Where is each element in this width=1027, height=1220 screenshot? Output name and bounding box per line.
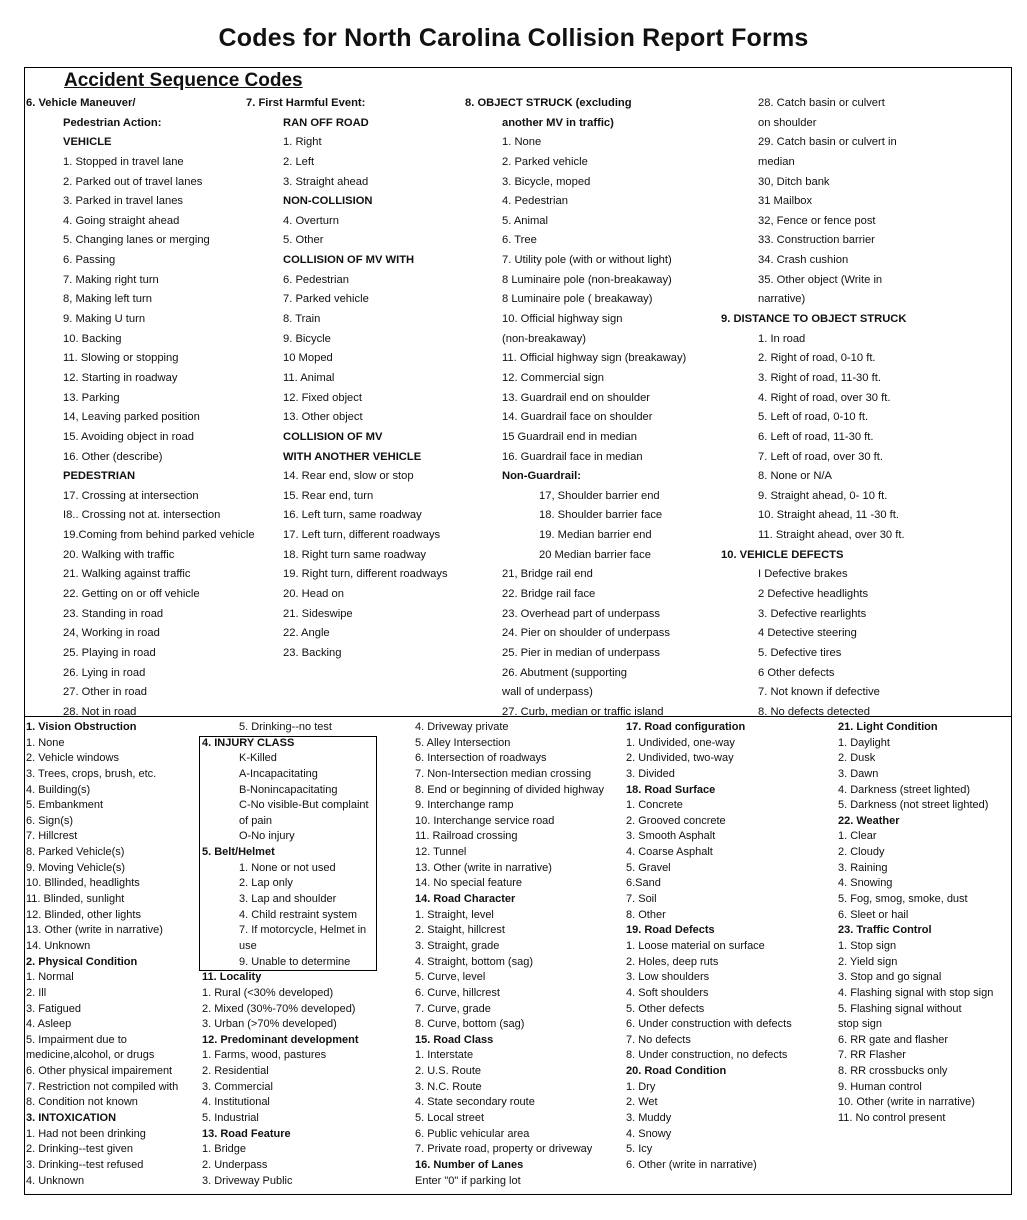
code-item: 2. Dusk	[838, 752, 876, 765]
code-item: A-Incapacitating	[239, 767, 318, 780]
code-item: 7. Making right turn	[63, 273, 159, 286]
code-item: 13. Other (write in narrative)	[26, 924, 163, 937]
code-item: 13. Parking	[63, 391, 120, 404]
code-item: 16. Left turn, same roadway	[283, 509, 422, 522]
code-item: 17. Left turn, different roadways	[283, 529, 441, 542]
code-item: 10. Bllinded, headlights	[26, 877, 140, 890]
code-item: 4 Detective steering	[758, 627, 857, 640]
code-item: 11. Blinded, sunlight	[26, 893, 125, 906]
code-item: on shoulder	[758, 116, 817, 129]
code-item: 26. Lying in road	[63, 666, 146, 679]
code-item: 4. Snowing	[838, 877, 893, 890]
code-item: 6. Passing	[63, 254, 116, 267]
code-heading: 17. Road configuration	[626, 721, 746, 733]
code-item: 7. Utility pole (with or without light)	[502, 254, 672, 267]
code-item: 23. Standing in road	[63, 607, 164, 620]
code-item: 8. None or N/A	[758, 470, 832, 483]
code-column	[202, 720, 412, 1189]
code-item: 5. Gravel	[626, 861, 671, 874]
code-item: 15 Guardrail end in median	[502, 430, 637, 443]
code-item: O-No injury	[239, 830, 295, 843]
code-heading: 5. Belt/Helmet	[202, 846, 275, 859]
code-item: 2 Defective headlights	[758, 588, 869, 601]
code-item: 8. Train	[283, 313, 321, 326]
code-column	[26, 720, 198, 1189]
code-item: 4. Driveway private	[415, 721, 509, 733]
code-item: 1. Straight, level	[415, 908, 494, 921]
code-item: 10. Straight ahead, 11 -30 ft.	[758, 509, 899, 522]
code-item: 27. Curb, median or traffic island	[502, 705, 664, 718]
code-item: 7. Parked vehicle	[283, 293, 369, 306]
code-item: 2. Parked out of travel lanes	[63, 175, 203, 188]
code-item: 11. Official highway sign (breakaway)	[502, 352, 687, 365]
code-item: 34. Crash cushion	[758, 254, 849, 267]
code-item: 4. Darkness (street lighted)	[838, 783, 971, 796]
code-item: 6. Left of road, 11-30 ft.	[758, 430, 874, 443]
code-item: 9. Unable to determine	[239, 955, 351, 968]
code-item: 3. Driveway Public	[202, 1174, 293, 1187]
code-item: 3. Trees, crops, brush, etc.	[26, 767, 157, 780]
code-item: 5. Other	[283, 234, 324, 247]
code-item: medicine,alcohol, or drugs	[26, 1049, 155, 1062]
code-item: 25. Playing in road	[63, 646, 156, 659]
code-item: 11. Straight ahead, over 30 ft.	[758, 529, 905, 542]
code-item: 1. In road	[758, 332, 806, 345]
code-item: 10. Official highway sign	[502, 313, 623, 326]
code-item: 3. Straight ahead	[283, 175, 369, 188]
code-item: 12. Commercial sign	[502, 371, 604, 384]
code-item: 4. Soft shoulders	[626, 986, 709, 999]
code-heading: Non-Guardrail:	[502, 470, 581, 483]
code-item: 5. Industrial	[202, 1112, 259, 1125]
code-heading: VEHICLE	[63, 136, 112, 149]
code-item: 1. Right	[283, 136, 322, 149]
code-item: 11. Animal	[283, 371, 335, 384]
code-item: 5. Flashing signal without	[838, 1002, 962, 1015]
code-heading: 6. Vehicle Maneuver/	[26, 97, 136, 109]
code-item: 20. Head on	[283, 588, 344, 601]
code-column	[626, 720, 836, 1174]
code-column	[838, 720, 1010, 1127]
code-item: 7. Curve, grade	[415, 1002, 491, 1015]
code-item: 8. Curve, bottom (sag)	[415, 1018, 525, 1031]
code-item: 4. Institutional	[202, 1096, 270, 1109]
code-item: 5. Impairment due to	[26, 1033, 127, 1046]
code-item: 26. Abutment (supporting	[502, 666, 628, 679]
code-item: 2. Holes, deep ruts	[626, 955, 719, 968]
code-item: 1. Bridge	[202, 1143, 247, 1156]
code-heading: 16. Number of Lanes	[415, 1158, 524, 1171]
code-item: 29. Catch basin or culvert in	[758, 136, 897, 149]
code-item: 5. Defective tires	[758, 646, 842, 659]
code-item: 3. Straight, grade	[415, 939, 500, 952]
code-item: 14. No special feature	[415, 877, 523, 890]
code-item: 13. Guardrail end on shoulder	[502, 391, 651, 404]
code-item: 3. Muddy	[626, 1112, 672, 1125]
code-heading: 14. Road Character	[415, 893, 516, 906]
code-item: 8, Making left turn	[63, 293, 152, 306]
code-item: 7. Not known if defective	[758, 686, 880, 699]
code-item: 1. Loose material on surface	[626, 939, 765, 952]
code-item: 28. Not in road	[63, 705, 137, 718]
code-item: 7. Non-Intersection median crossing	[415, 767, 592, 780]
code-item: 15. Rear end, turn	[283, 489, 374, 502]
code-item: wall of underpass)	[502, 686, 593, 699]
code-item: 5. Alley Intersection	[415, 736, 511, 749]
code-item: 22. Getting on or off vehicle	[63, 588, 200, 601]
code-item: 6. Intersection of roadways	[415, 752, 547, 765]
code-item: 2. Drinking--test given	[26, 1143, 133, 1156]
code-item: 21, Bridge rail end	[502, 568, 593, 581]
code-item: 8. Parked Vehicle(s)	[26, 846, 125, 859]
code-item: 1. Daylight	[838, 736, 890, 749]
code-item: 6. Public vehicular area	[415, 1127, 530, 1140]
code-item: 5. Left of road, 0-10 ft.	[758, 411, 869, 424]
code-item: 1. Stopped in travel lane	[63, 155, 184, 168]
code-item: 2. Ill	[26, 986, 47, 999]
code-item: 7. Hillcrest	[26, 830, 78, 843]
code-item: 21. Sideswipe	[283, 607, 353, 620]
code-item: 7. Left of road, over 30 ft.	[758, 450, 884, 463]
code-item: 25. Pier in median of underpass	[502, 646, 660, 659]
code-item: 5. Icy	[626, 1143, 653, 1156]
code-item: 35. Other object (Write in	[758, 273, 883, 286]
code-item: 3. Raining	[838, 861, 888, 874]
code-heading: 12. Predominant development	[202, 1033, 359, 1046]
code-item: 3. Commercial	[202, 1080, 273, 1093]
code-heading: NON-COLLISION	[283, 195, 373, 208]
code-item: 8 Luminaire pole (non-breakaway)	[502, 273, 672, 286]
code-column	[721, 94, 1010, 723]
code-column	[415, 720, 625, 1189]
code-heading: COLLISION OF MV	[283, 430, 383, 443]
code-item: 17, Shoulder barrier end	[539, 489, 660, 502]
code-item: 1. Clear	[838, 830, 877, 843]
code-heading: PEDESTRIAN	[63, 470, 136, 483]
code-item: 4. Coarse Asphalt	[626, 846, 713, 859]
code-item: 10 Moped	[283, 352, 333, 365]
code-item: 2. Residential	[202, 1065, 269, 1078]
code-item: B-Nonincapacitating	[239, 783, 338, 796]
code-item: 7. Private road, property or driveway	[415, 1143, 593, 1156]
code-item: 5. Drinking--no test	[239, 721, 332, 733]
code-item: 7. Restriction not compiled with	[26, 1080, 179, 1093]
code-item: 8 Luminaire pole ( breakaway)	[502, 293, 653, 306]
code-item: 1. None	[502, 136, 542, 149]
code-heading: 4. INJURY CLASS	[202, 736, 295, 749]
code-heading: 13. Road Feature	[202, 1127, 291, 1140]
code-item: 13. Other (write in narrative)	[415, 861, 552, 874]
code-heading: 19. Road Defects	[626, 924, 715, 937]
code-item: 5. Fog, smog, smoke, dust	[838, 893, 968, 906]
code-item: 1. Undivided, one-way	[626, 736, 735, 749]
code-item: 3. Fatigued	[26, 1002, 82, 1015]
section-heading: Accident Sequence Codes	[64, 70, 303, 91]
code-item: 4. Snowy	[626, 1127, 672, 1140]
code-item: 6. Sign(s)	[26, 814, 74, 827]
code-item: narrative)	[758, 293, 806, 306]
code-item: 1. Farms, wood, pastures	[202, 1049, 327, 1062]
code-item: 1. Normal	[26, 971, 74, 984]
code-item: 8. Condition not known	[26, 1096, 138, 1109]
code-item: 8. RR crossbucks only	[838, 1065, 948, 1078]
code-heading: 2. Physical Condition	[26, 955, 138, 968]
code-item: use	[239, 939, 257, 952]
code-item: 6.Sand	[626, 877, 661, 890]
code-item: 3. Smooth Asphalt	[626, 830, 716, 843]
code-item: 5. Changing lanes or merging	[63, 234, 210, 247]
code-item: 6. Other physical impairement	[26, 1065, 173, 1078]
code-heading: 10. VEHICLE DEFECTS	[721, 548, 844, 561]
code-item: 2. U.S. Route	[415, 1065, 482, 1078]
code-heading: 7. First Harmful Event:	[246, 97, 366, 109]
code-item: 2. Undivided, two-way	[626, 752, 734, 765]
code-heading: COLLISION OF MV WITH	[283, 254, 415, 267]
code-item: 20. Walking with traffic	[63, 548, 175, 561]
code-heading: 15. Road Class	[415, 1033, 494, 1046]
code-item: 28. Catch basin or culvert	[758, 97, 885, 109]
code-item: 4. Overturn	[283, 214, 339, 227]
code-item: 4. Child restraint system	[239, 908, 357, 921]
code-item: 4. State secondary route	[415, 1096, 535, 1109]
code-item: 5. Local street	[415, 1112, 485, 1125]
code-item: 12. Blinded, other lights	[26, 908, 141, 921]
code-item: 8. Other	[626, 908, 666, 921]
code-item: 2. Right of road, 0-10 ft.	[758, 352, 876, 365]
code-item: 8. Under construction, no defects	[626, 1049, 788, 1062]
code-item: 4. Going straight ahead	[63, 214, 180, 227]
code-item: 2. Vehicle windows	[26, 752, 119, 765]
code-item: 4. Pedestrian	[502, 195, 568, 208]
code-item: 21. Walking against traffic	[63, 568, 191, 581]
code-item: 6. Under construction with defects	[626, 1018, 792, 1031]
code-item: 22. Bridge rail face	[502, 588, 596, 601]
code-item: 4. Building(s)	[26, 783, 91, 796]
code-item: I8.. Crossing not at. intersection	[63, 509, 221, 522]
code-item: 31 Mailbox	[758, 195, 813, 208]
code-heading: 3. INTOXICATION	[26, 1112, 117, 1125]
code-item: 9. Bicycle	[283, 332, 331, 345]
code-item: (non-breakaway)	[502, 332, 586, 345]
code-item: 3. Dawn	[838, 767, 879, 780]
code-item: 1. None or not used	[239, 861, 336, 874]
code-item: 14. Rear end, slow or stop	[283, 470, 414, 483]
code-item: 3. Lap and shoulder	[239, 893, 337, 906]
code-item: 16. Other (describe)	[63, 450, 163, 463]
code-heading: 22. Weather	[838, 814, 900, 827]
code-item: 7. RR Flasher	[838, 1049, 906, 1062]
code-item: 19.Coming from behind parked vehicle	[63, 529, 255, 542]
code-item: 4. Straight, bottom (sag)	[415, 955, 533, 968]
code-item: 7. Soil	[626, 893, 657, 906]
code-heading: 23. Traffic Control	[838, 924, 932, 937]
code-item: 3. Divided	[626, 767, 675, 780]
code-item: 9. Moving Vehicle(s)	[26, 861, 126, 874]
code-item: I Defective brakes	[758, 568, 848, 581]
code-item: 4. Unknown	[26, 1174, 85, 1187]
code-item: of pain	[239, 814, 273, 827]
code-item: 6. Curve, hillcrest	[415, 986, 500, 999]
code-item: 10. Other (write in narrative)	[838, 1096, 975, 1109]
code-item: 5. Embankment	[26, 799, 104, 812]
code-heading: 20. Road Condition	[626, 1065, 727, 1078]
code-item: 3. Defective rearlights	[758, 607, 867, 620]
code-item: stop sign	[838, 1018, 883, 1031]
code-item: 12. Tunnel	[415, 846, 467, 859]
code-item: 6. Pedestrian	[283, 273, 349, 286]
code-item: 1. Interstate	[415, 1049, 474, 1062]
code-item: 2. Lap only	[239, 877, 293, 890]
code-item: 2. Wet	[626, 1096, 658, 1109]
code-item: Enter "0" if parking lot	[415, 1174, 521, 1187]
code-item: 19. Median barrier end	[539, 529, 652, 542]
code-item: 32, Fence or fence post	[758, 214, 876, 227]
code-item: 9. Human control	[838, 1080, 922, 1093]
code-item: 5. Other defects	[626, 1002, 705, 1015]
code-item: C-No visible-But complaint	[239, 799, 369, 812]
code-item: 1. Had not been drinking	[26, 1127, 146, 1140]
code-column	[26, 94, 255, 723]
code-item: 23. Backing	[283, 646, 342, 659]
code-item: 33. Construction barrier	[758, 234, 875, 247]
code-heading: 8. OBJECT STRUCK (excluding	[465, 97, 632, 109]
code-item: 2. Mixed (30%-70% developed)	[202, 1002, 356, 1015]
code-item: median	[758, 155, 795, 168]
code-item: 6. RR gate and flasher	[838, 1033, 949, 1046]
code-heading: 18. Road Surface	[626, 783, 716, 796]
code-item: 24. Pier on shoulder of underpass	[502, 627, 670, 640]
code-item: 8. End or beginning of divided highway	[415, 783, 604, 796]
code-item: 1. Stop sign	[838, 939, 897, 952]
code-item: 6. Tree	[502, 234, 537, 247]
code-heading: 11. Locality	[202, 971, 262, 984]
code-heading: 21. Light Condition	[838, 721, 938, 733]
code-item: 3. Stop and go signal	[838, 971, 942, 984]
code-item: 1. None	[26, 736, 65, 749]
code-item: 18. Right turn same roadway	[283, 548, 427, 561]
code-item: 3. Bicycle, moped	[502, 175, 591, 188]
code-item: 6. Sleet or hail	[838, 908, 909, 921]
code-item: 2. Grooved concrete	[626, 814, 726, 827]
code-item: 11. No control present	[838, 1112, 946, 1125]
code-heading: 9. DISTANCE TO OBJECT STRUCK	[721, 313, 907, 326]
code-item: 12. Fixed object	[283, 391, 362, 404]
code-item: 4. Flashing signal with stop sign	[838, 986, 994, 999]
page-title: Codes for North Carolina Collision Report Forms	[218, 24, 809, 52]
code-item: 3. N.C. Route	[415, 1080, 482, 1093]
code-item: 2. Left	[283, 155, 315, 168]
code-item: 17. Crossing at intersection	[63, 489, 199, 502]
code-item: 7. If motorcycle, Helmet in	[239, 924, 367, 937]
code-heading: another MV in traffic)	[502, 116, 614, 129]
code-item: 4. Right of road, over 30 ft.	[758, 391, 891, 404]
code-item: 5. Curve, level	[415, 971, 486, 984]
code-item: 11. Slowing or stopping	[63, 352, 179, 365]
code-item: 11. Railroad crossing	[415, 830, 518, 843]
code-item: 4. Asleep	[26, 1018, 72, 1031]
code-item: 10. Interchange service road	[415, 814, 555, 827]
code-item: 2. Cloudy	[838, 846, 885, 859]
code-item: 14. Unknown	[26, 939, 91, 952]
code-heading: RAN OFF ROAD	[283, 116, 369, 129]
code-item: 14. Guardrail face on shoulder	[502, 411, 653, 424]
code-item: 2. Parked vehicle	[502, 155, 588, 168]
code-item: K-Killed	[239, 752, 277, 765]
code-column	[465, 94, 721, 723]
code-item: 1. Rural (<30% developed)	[202, 986, 334, 999]
code-item: 12. Starting in roadway	[63, 371, 178, 384]
code-item: 1. Dry	[626, 1080, 656, 1093]
code-item: 5. Darkness (not street lighted)	[838, 799, 989, 812]
code-item: 19. Right turn, different roadways	[283, 568, 448, 581]
code-item: 22. Angle	[283, 627, 330, 640]
code-item: 3. Right of road, 11-30 ft.	[758, 371, 881, 384]
code-item: 3. Drinking--test refused	[26, 1158, 144, 1171]
code-item: 2. Yield sign	[838, 955, 898, 968]
code-item: 3. Low shoulders	[626, 971, 710, 984]
code-item: 9. Interchange ramp	[415, 799, 514, 812]
code-item: 9. Straight ahead, 0- 10 ft.	[758, 489, 888, 502]
code-item: 3. Urban (>70% developed)	[202, 1018, 337, 1031]
code-item: 18. Shoulder barrier face	[539, 509, 663, 522]
code-item: 6 Other defects	[758, 666, 835, 679]
code-item: 24, Working in road	[63, 627, 160, 640]
code-item: 7. No defects	[626, 1033, 691, 1046]
code-item: 2. Staight, hillcrest	[415, 924, 505, 937]
code-item: 6. Other (write in narrative)	[626, 1158, 757, 1171]
code-item: 23. Overhead part of underpass	[502, 607, 660, 620]
code-item: 13. Other object	[283, 411, 363, 424]
code-item: 3. Parked in travel lanes	[63, 195, 184, 208]
code-item: 1. Concrete	[626, 799, 683, 812]
code-item: 10. Backing	[63, 332, 122, 345]
code-heading: 1. Vision Obstruction	[26, 721, 137, 733]
code-item: 9. Making U turn	[63, 313, 146, 326]
code-item: 16. Guardrail face in median	[502, 450, 643, 463]
code-item: 14, Leaving parked position	[63, 411, 200, 424]
code-heading: WITH ANOTHER VEHICLE	[283, 450, 422, 463]
code-item: 2. Underpass	[202, 1158, 268, 1171]
code-item: 15. Avoiding object in road	[63, 430, 195, 443]
code-heading: Pedestrian Action:	[63, 116, 162, 129]
code-item: 8. No defects detected	[758, 705, 870, 718]
code-item: 5. Animal	[502, 214, 549, 227]
code-item: 20 Median barrier face	[539, 548, 651, 561]
code-item: 27. Other in road	[63, 686, 147, 699]
code-column	[246, 94, 466, 664]
code-item: 30, Ditch bank	[758, 175, 830, 188]
